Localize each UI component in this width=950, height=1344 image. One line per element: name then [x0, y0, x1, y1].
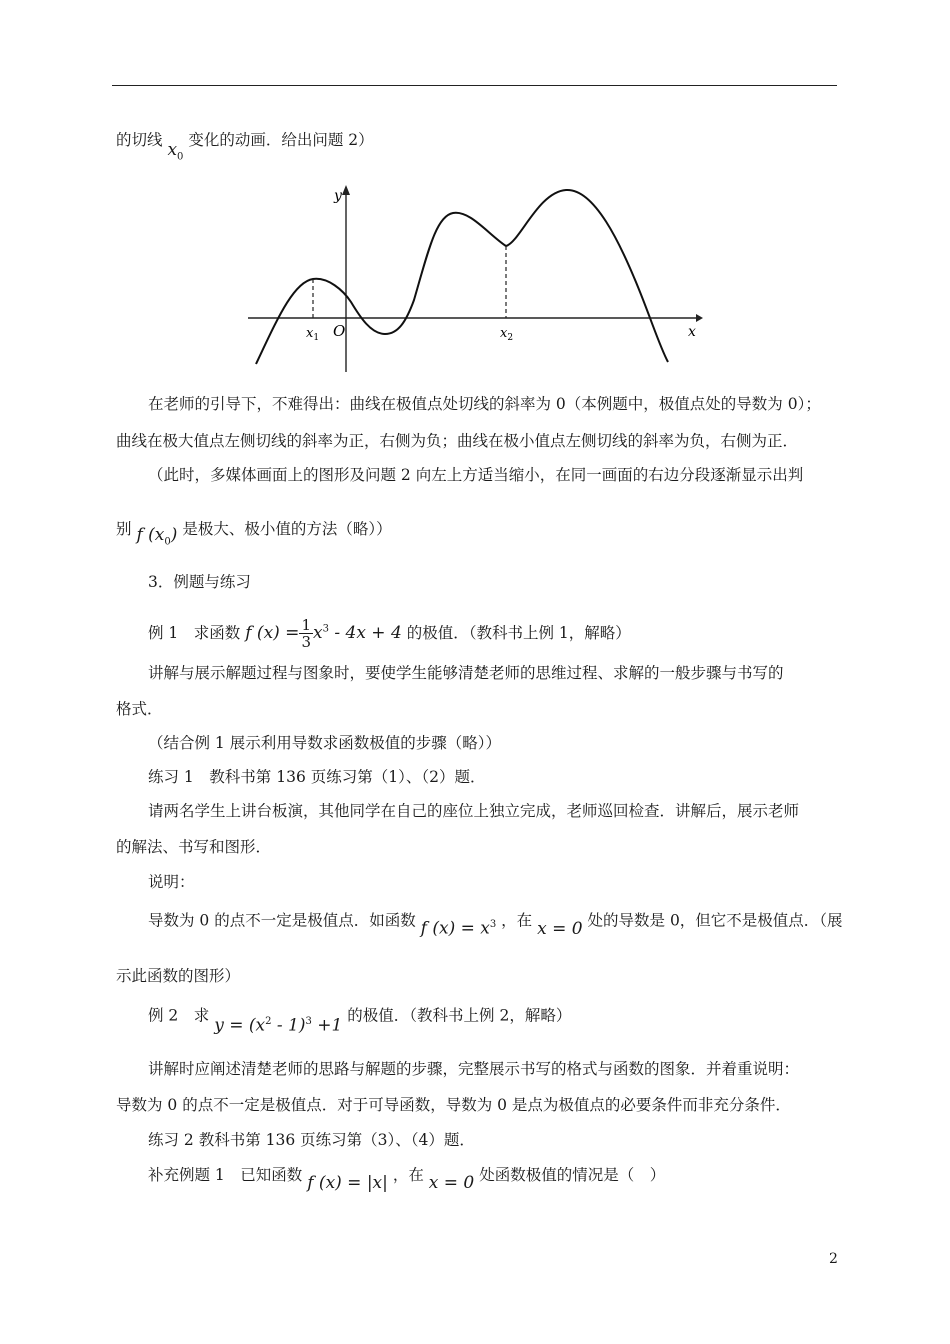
paragraph-2: 曲线在极大值点左侧切线的斜率为正，右侧为负；曲线在极小值点左侧切线的斜率为负，右侧为正． — [116, 432, 799, 450]
math-part: y = (x — [214, 1015, 266, 1036]
y-axis-label: y — [334, 188, 342, 204]
text: 导数为 0 的点不一定是极值点．如函数 — [148, 911, 416, 930]
math-part: f (x) = x — [420, 918, 490, 939]
math-x-eq-0: x = 0 — [537, 918, 583, 939]
math-sub: 0 — [164, 536, 171, 548]
text: ，在 — [501, 911, 533, 930]
paragraph-1: 在老师的引导下，不难得出：曲线在极值点处切线的斜率为 0（本例题中，极值点处的导数为 0）； — [148, 395, 821, 413]
paragraph-17: 讲解时应阐述清楚老师的思路与解题的步骤，完整展示书写的格式与函数的图象．并着重说明： — [148, 1060, 800, 1078]
paragraph-18: 导数为 0 的点不一定是极值点．对于可导函数，导数为 0 是点为极值点的必要条件而非充分条件． — [116, 1096, 791, 1114]
text: 别 — [116, 520, 132, 538]
math-sup: 2 — [265, 1016, 272, 1027]
fraction-denominator: 3 — [301, 633, 311, 651]
math-part: f (x — [136, 525, 165, 545]
extrema-graph — [248, 182, 703, 372]
paragraph-3: （此时，多媒体画面上的图形及问题 2 向左上方适当缩小，在同一画面的右边分段逐渐显示出判 — [148, 466, 804, 484]
text: 的极值．（教科书上例 2，解略） — [347, 1006, 572, 1025]
math-part: x — [312, 623, 323, 643]
paragraph-12: 的解法、书写和图形． — [116, 838, 272, 856]
paragraph-16 — [148, 1002, 572, 1036]
origin-label: O — [333, 322, 346, 340]
text: 的切线 — [116, 131, 163, 149]
math-part: f (x) = — [245, 623, 300, 643]
paragraph-4 — [116, 519, 392, 546]
paragraph-9: （结合例 1 展示利用导数求函数极值的步骤（略）） — [148, 734, 501, 752]
paragraph-14 — [148, 907, 843, 939]
text: ，在 — [392, 1166, 424, 1184]
text: 是极大、极小值的方法（略）） — [182, 520, 392, 538]
math-part: ) — [170, 525, 178, 545]
paragraph-5: 3．例题与练习 — [148, 573, 251, 591]
text: 的极值．（教科书上例 1，解略） — [406, 624, 631, 642]
x-axis-arrow-icon — [696, 314, 703, 322]
math-cube — [421, 915, 497, 939]
math-x-eq-0: x = 0 — [428, 1173, 475, 1193]
math-abs: f (x) = |x| — [307, 1173, 388, 1193]
text: 处的导数是 0，但它不是极值点．（展 — [587, 911, 843, 930]
text: 例 2 求 — [148, 1006, 210, 1025]
x1-label: $x_1$ — [306, 326, 320, 343]
text: 变化的动画．给出问题 2） — [188, 131, 374, 149]
math-example-1 — [245, 617, 402, 650]
paragraph-0 — [116, 130, 374, 163]
fraction — [299, 617, 313, 650]
header-rule — [112, 85, 837, 86]
math-sup: 3 — [305, 1016, 312, 1027]
fraction-numerator: 1 — [301, 616, 311, 634]
math-f-x0 — [136, 525, 177, 552]
paragraph-19: 练习 2 教科书第 136 页练习第（3）、（4）题． — [148, 1131, 475, 1149]
paragraph-20 — [148, 1165, 666, 1193]
text: 例 1 求函数 — [148, 624, 241, 642]
text: 补充例题 1 已知函数 — [148, 1166, 303, 1184]
math-var: x — [167, 140, 178, 160]
math-part: +1 — [311, 1015, 343, 1036]
math-sup: 3 — [322, 623, 329, 635]
paragraph-6 — [148, 617, 631, 650]
paragraph-8: 格式． — [116, 700, 163, 718]
y-axis-arrow-icon — [342, 185, 350, 195]
math-part: - 4x + 4 — [328, 623, 402, 643]
math-part: - 1) — [271, 1015, 306, 1036]
x2-label: $x_2$ — [500, 326, 514, 343]
math-example-2 — [214, 1012, 342, 1036]
paragraph-13: 说明： — [148, 873, 195, 891]
math-sub: 0 — [177, 151, 184, 163]
math-sup: 3 — [489, 919, 497, 930]
paragraph-15: 示此函数的图形） — [116, 967, 241, 985]
paragraph-10: 练习 1 教科书第 136 页练习第（1）、（2）题． — [148, 768, 486, 786]
paragraph-7: 讲解与展示解题过程与图象时，要使学生能够清楚老师的思维过程、求解的一般步骤与书写的 — [148, 664, 784, 682]
text: 处函数极值的情况是（ ） — [479, 1166, 666, 1184]
paragraph-11: 请两名学生上讲台板演，其他同学在自己的座位上独立完成，老师巡回检查．讲解后，展示老师 — [148, 802, 800, 820]
page-number: 2 — [829, 1251, 838, 1267]
x-axis-label: x — [688, 324, 696, 340]
math-x0 — [167, 140, 183, 167]
